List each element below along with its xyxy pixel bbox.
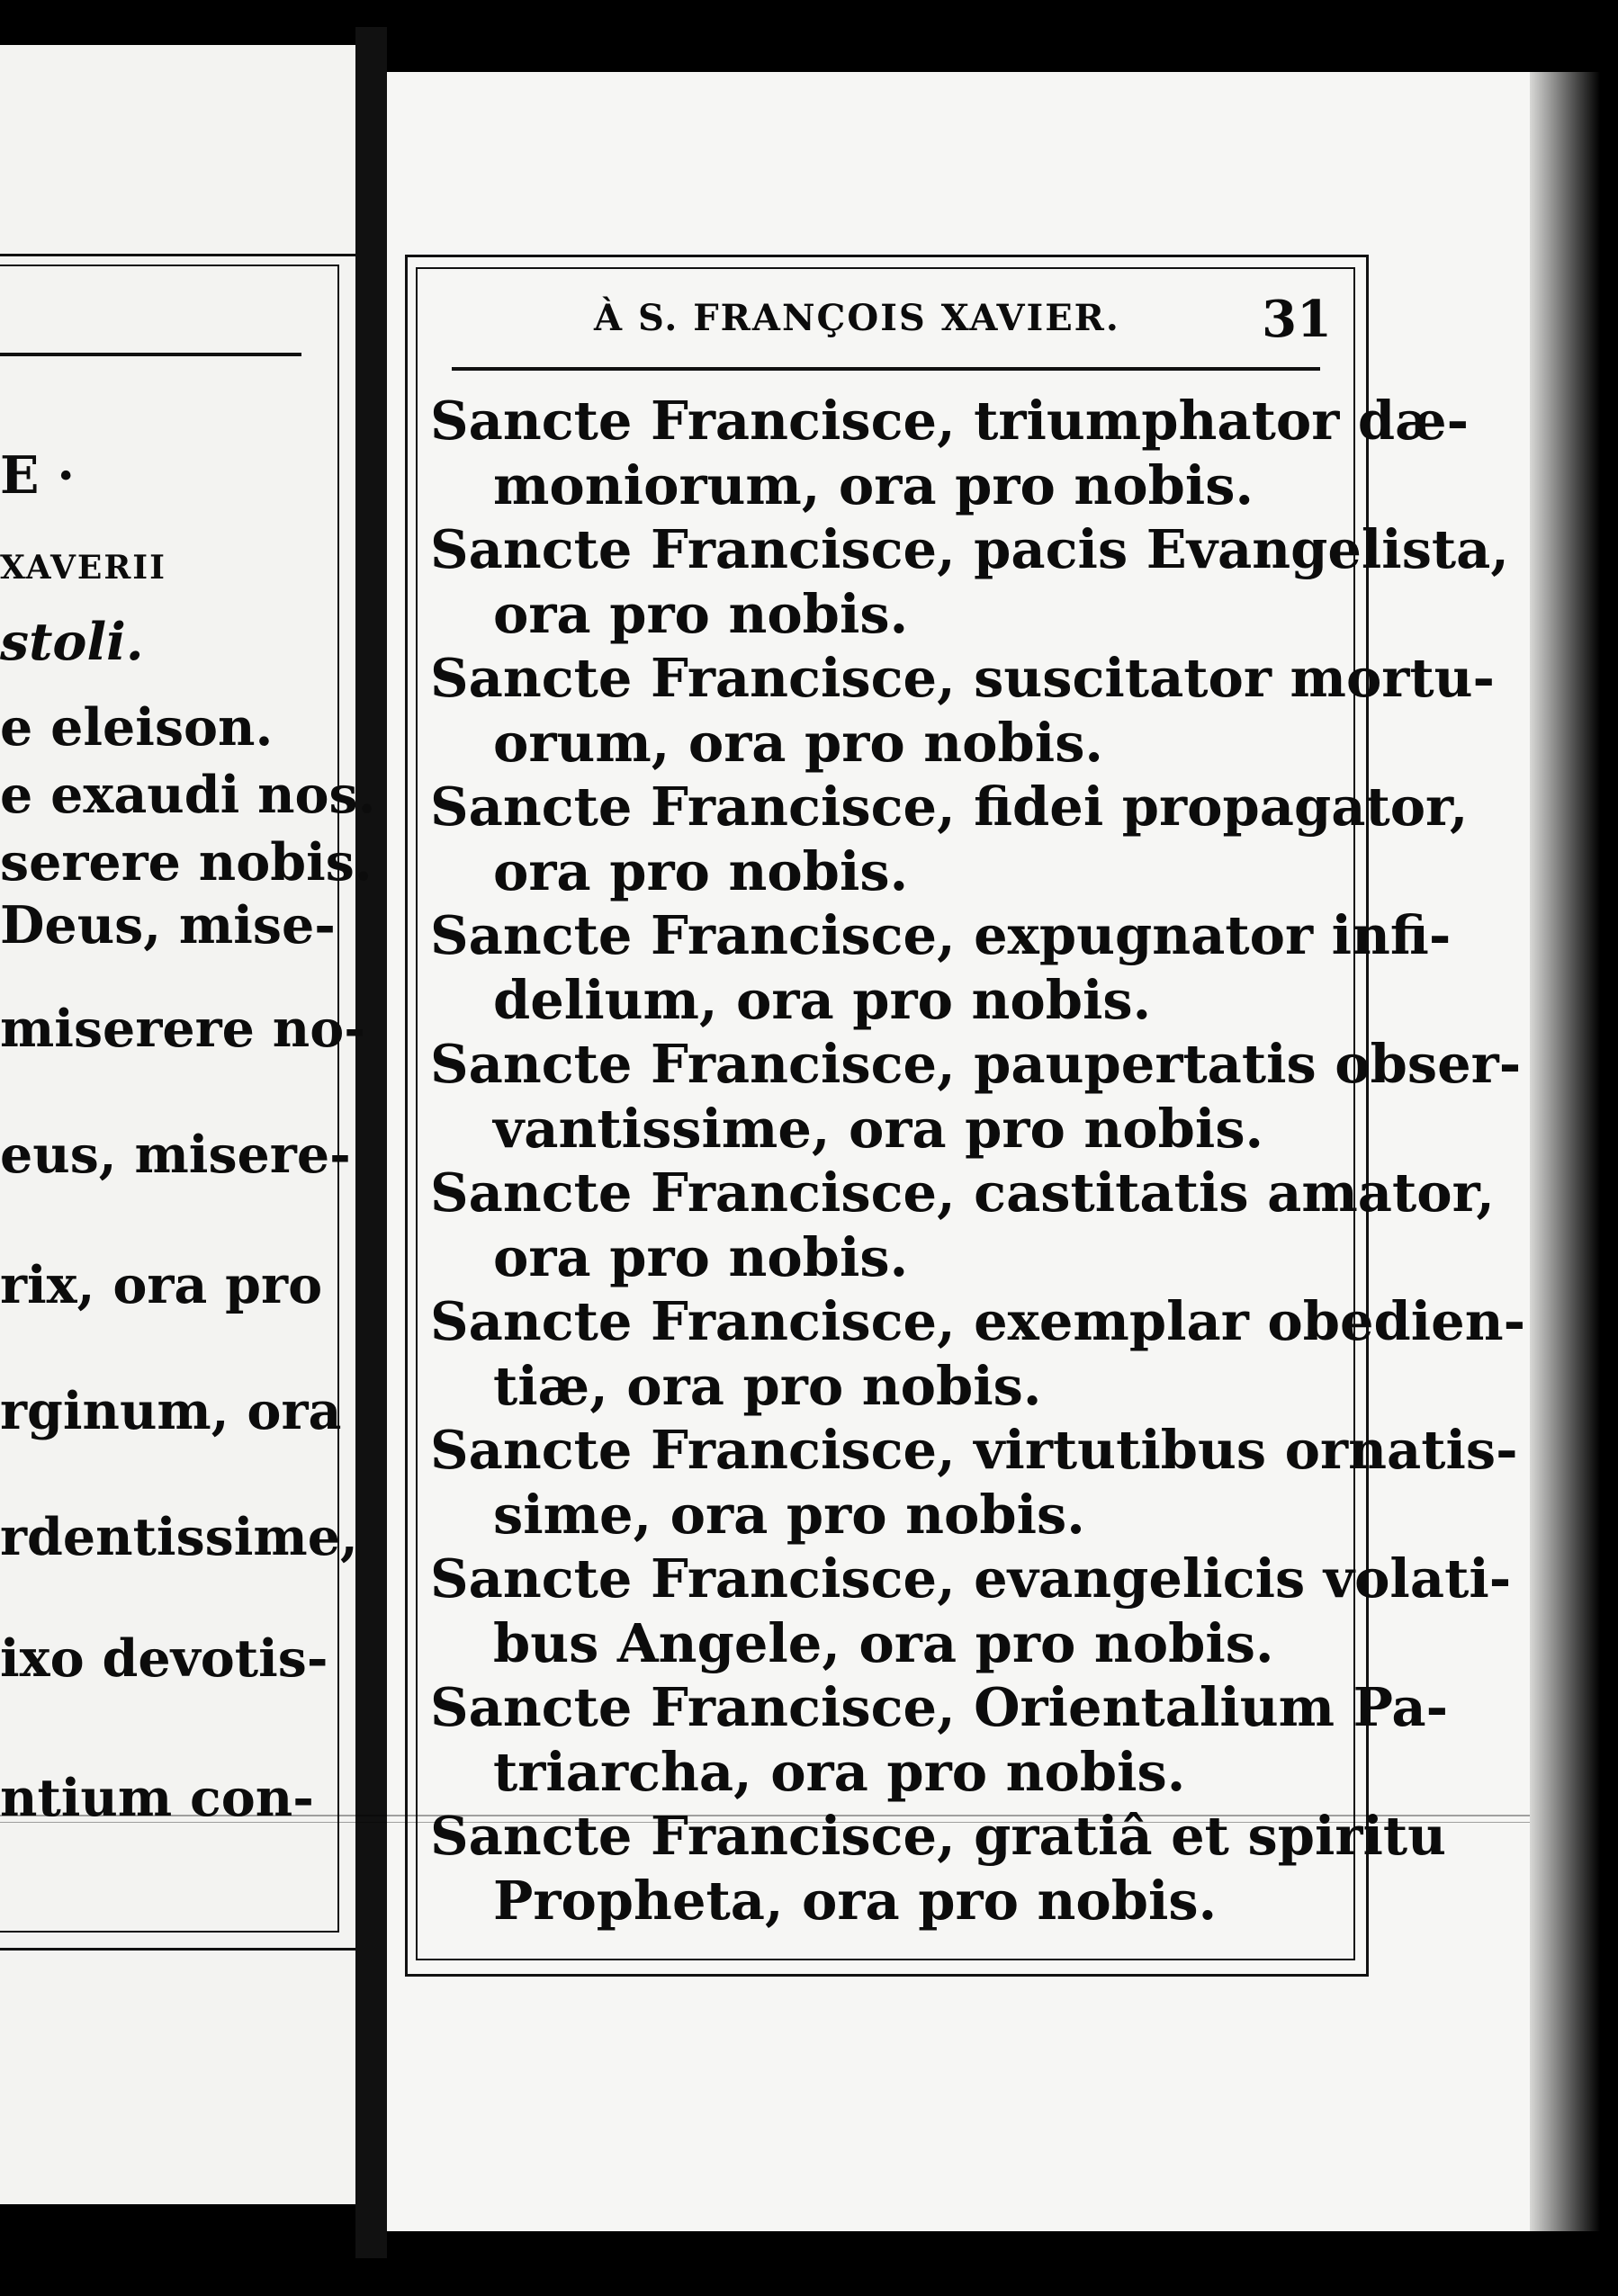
litany-line: Sancte Francisce, paupertatis obser- xyxy=(430,1033,1522,1095)
running-title: À S. FRANÇOIS XAVIER. xyxy=(594,297,1120,339)
litany-line: Sancte Francisce, pacis Evangelista, xyxy=(430,518,1509,580)
left-page-fragment: rginum, ora xyxy=(0,1381,342,1441)
left-page-fragment: stoli. xyxy=(0,612,144,672)
litany-line: moniorum, ora pro nobis. xyxy=(493,453,1254,516)
litany-line: sime, ora pro nobis. xyxy=(493,1483,1085,1546)
left-page-fragment: miserere no- xyxy=(0,999,365,1059)
left-page-fragment: serere nobis. xyxy=(0,832,373,892)
left-page-fragment: ntium con- xyxy=(0,1768,314,1828)
left-page-fragment: E · xyxy=(0,445,76,506)
header-rule xyxy=(452,367,1320,371)
page-number: 31 xyxy=(1262,290,1332,349)
left-page-header-rule xyxy=(0,353,301,356)
litany-line: bus Angele, ora pro nobis. xyxy=(493,1611,1274,1674)
litany-line: Sancte Francisce, triumphator dæ- xyxy=(430,390,1470,452)
litany-line: Sancte Francisce, virtutibus ornatis- xyxy=(430,1419,1518,1481)
litany-line: Sancte Francisce, castitatis amator, xyxy=(430,1161,1495,1224)
left-page-fragment: XAVERII xyxy=(0,549,166,587)
litany-line: tiæ, ora pro nobis. xyxy=(493,1354,1042,1417)
litany-line: orum, ora pro nobis. xyxy=(493,711,1103,774)
litany-line: Sancte Francisce, fidei propagator, xyxy=(430,776,1469,838)
litany-text xyxy=(430,389,1526,1933)
litany-line: Sancte Francisce, Orientalium Pa- xyxy=(430,1676,1449,1738)
litany-line: vantissime, ora pro nobis. xyxy=(493,1097,1264,1160)
page-header xyxy=(441,290,1332,351)
litany-line: Sancte Francisce, expugnator infi- xyxy=(430,904,1452,966)
litany-line: Sancte Francisce, evangelicis volati- xyxy=(430,1547,1512,1610)
left-page-fragment: eus, misere- xyxy=(0,1125,351,1185)
litany-line: delium, ora pro nobis. xyxy=(493,968,1152,1031)
page-edge-shadow xyxy=(1530,72,1618,2231)
litany-line: Sancte Francisce, gratiâ et spiritu xyxy=(430,1805,1447,1867)
scan-line-artifact xyxy=(0,1815,1530,1816)
litany-line: ora pro nobis. xyxy=(493,1225,909,1288)
scan-line-artifact xyxy=(0,1822,1530,1823)
left-page-fragment: ixo devotis- xyxy=(0,1628,328,1689)
left-page-fragment: e eleison. xyxy=(0,697,274,758)
litany-line: Propheta, ora pro nobis. xyxy=(493,1869,1218,1932)
left-page-fragment: e exaudi nos. xyxy=(0,765,376,825)
left-page-fragment: Deus, mise- xyxy=(0,895,336,955)
left-page-fragment: rix, ora pro xyxy=(0,1255,323,1315)
litany-line: ora pro nobis. xyxy=(493,582,909,645)
litany-line: Sancte Francisce, suscitator mortu- xyxy=(430,647,1496,709)
litany-line: triarcha, ora pro nobis. xyxy=(493,1740,1186,1803)
litany-line: Sancte Francisce, exemplar obedien- xyxy=(430,1290,1526,1352)
litany-line: ora pro nobis. xyxy=(493,839,909,902)
left-page-fragment: rdentissime, xyxy=(0,1507,358,1567)
